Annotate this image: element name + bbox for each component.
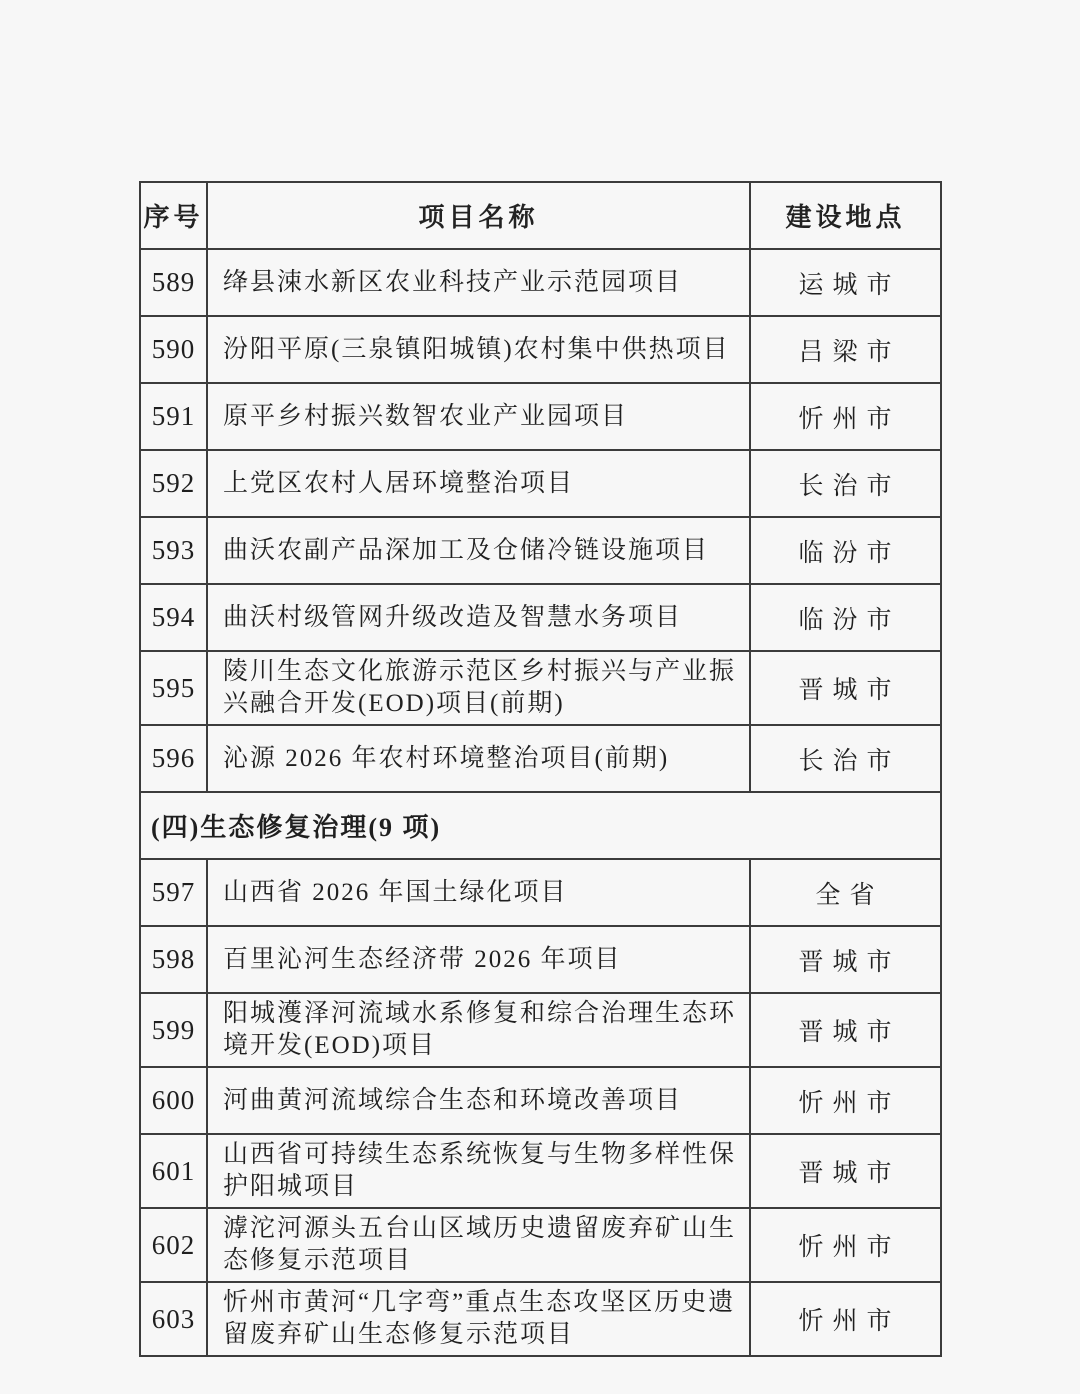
section-row	[140, 792, 941, 859]
table-row	[140, 993, 941, 1067]
location-cell: 忻州市	[750, 1282, 941, 1356]
row-serial-number: 602	[140, 1208, 207, 1282]
table-row	[140, 1208, 941, 1282]
location-cell: 长治市	[750, 450, 941, 517]
project-name-cell: 沁源 2026 年农村环境整治项目(前期)	[207, 725, 750, 792]
row-serial-number: 592	[140, 450, 207, 517]
table-row	[140, 584, 941, 651]
project-name-cell: 陵川生态文化旅游示范区乡村振兴与产业振兴融合开发(EOD)项目(前期)	[207, 651, 750, 725]
row-serial-number: 595	[140, 651, 207, 725]
project-name-cell: 汾阳平原(三泉镇阳城镇)农村集中供热项目	[207, 316, 750, 383]
row-serial-number: 600	[140, 1067, 207, 1134]
table-row	[140, 450, 941, 517]
row-serial-number: 597	[140, 859, 207, 926]
project-name-cell: 曲沃农副产品深加工及仓储冷链设施项目	[207, 517, 750, 584]
location-cell: 忻州市	[750, 383, 941, 450]
column-header-project-name: 项目名称	[207, 182, 750, 249]
row-serial-number: 591	[140, 383, 207, 450]
row-serial-number: 601	[140, 1134, 207, 1208]
table-row	[140, 316, 941, 383]
project-name-cell: 河曲黄河流域综合生态和环境改善项目	[207, 1067, 750, 1134]
row-serial-number: 598	[140, 926, 207, 993]
table-row	[140, 725, 941, 792]
project-name-cell: 山西省 2026 年国土绿化项目	[207, 859, 750, 926]
table-row	[140, 1282, 941, 1356]
project-name-cell: 山西省可持续生态系统恢复与生物多样性保护阳城项目	[207, 1134, 750, 1208]
table-body	[140, 249, 941, 1356]
row-serial-number: 594	[140, 584, 207, 651]
location-cell: 晋城市	[750, 1134, 941, 1208]
location-cell: 晋城市	[750, 993, 941, 1067]
project-name-cell: 阳城濩泽河流域水系修复和综合治理生态环境开发(EOD)项目	[207, 993, 750, 1067]
location-cell: 忻州市	[750, 1067, 941, 1134]
row-serial-number: 593	[140, 517, 207, 584]
projects-table	[139, 181, 942, 1357]
column-header-construction-location: 建设地点	[750, 182, 941, 249]
row-serial-number: 596	[140, 725, 207, 792]
section-title: (四)生态修复治理(9 项)	[140, 792, 941, 859]
row-serial-number: 603	[140, 1282, 207, 1356]
location-cell: 临汾市	[750, 517, 941, 584]
table-row	[140, 859, 941, 926]
project-name-cell: 滹沱河源头五台山区域历史遗留废弃矿山生态修复示范项目	[207, 1208, 750, 1282]
project-name-cell: 曲沃村级管网升级改造及智慧水务项目	[207, 584, 750, 651]
project-name-cell: 上党区农村人居环境整治项目	[207, 450, 750, 517]
location-cell: 忻州市	[750, 1208, 941, 1282]
location-cell: 长治市	[750, 725, 941, 792]
column-header-serial-number: 序号	[140, 182, 207, 249]
location-cell: 运城市	[750, 249, 941, 316]
table-row	[140, 249, 941, 316]
project-name-cell: 绛县涑水新区农业科技产业示范园项目	[207, 249, 750, 316]
table-row	[140, 1067, 941, 1134]
location-cell: 晋城市	[750, 926, 941, 993]
table-row	[140, 383, 941, 450]
row-serial-number: 590	[140, 316, 207, 383]
project-name-cell: 百里沁河生态经济带 2026 年项目	[207, 926, 750, 993]
location-cell: 全省	[750, 859, 941, 926]
table-row	[140, 1134, 941, 1208]
location-cell: 临汾市	[750, 584, 941, 651]
project-name-cell: 原平乡村振兴数智农业产业园项目	[207, 383, 750, 450]
table-row	[140, 926, 941, 993]
table-header-row	[140, 182, 941, 249]
project-name-cell: 忻州市黄河“几字弯”重点生态攻坚区历史遗留废弃矿山生态修复示范项目	[207, 1282, 750, 1356]
table-row	[140, 651, 941, 725]
location-cell: 晋城市	[750, 651, 941, 725]
row-serial-number: 599	[140, 993, 207, 1067]
location-cell: 吕梁市	[750, 316, 941, 383]
row-serial-number: 589	[140, 249, 207, 316]
table-row	[140, 517, 941, 584]
